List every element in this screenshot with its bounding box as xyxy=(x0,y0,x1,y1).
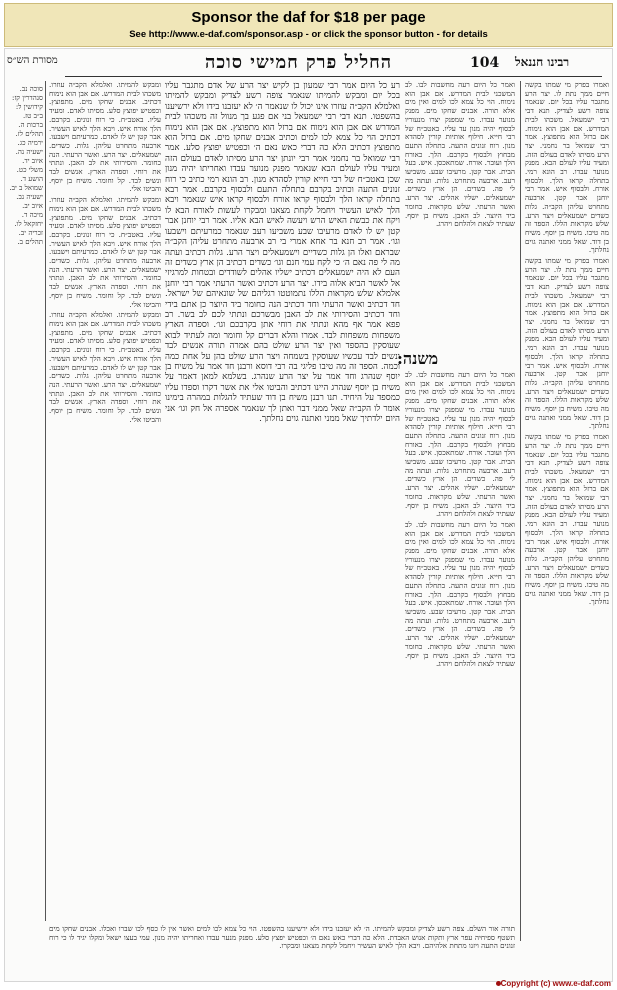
bottom-notes-text: תורה אור השלם. צפה רשע לצדיק ומבקש להמיתו. ה׳ לא יעזבנו בידו ולא ירשיענו בהשפטו. הוי כל צמא לכו למים ואשר אין לו כסף לכו שברו ואכלו. אבנים שחקו מים תשטף ספיחיה עפר ארץ ותקות אנוש האבדת. הלא כה דברי כאש נאם ה׳ וכפטיש יפצץ סלע. מפנק מנער עבדו ואחריתו יהיה מנון. עמי בעצו ישאל ומקלו יגיד לו כי רוח זנונים התעה ויזנו מתחת אלהיהם. ויבא הלך לאיש העשיר ויחמל לקחת מצאנו ומבקרו. xyxy=(49,925,515,951)
rashi-text-lower: ואמר כל היום רעה מחשבות לבו. לב המשכני לבית המדרש. אם אבן הוא נימוח. הוי כל צמא לכו למים ואין מים אלא תורה. אבנים שחקו מים. מפנק מנוער עבדו. מי שמפנק יצרו מנעוריו לבסוף יהיה מנון עד עליו. באטב״ח של רבי חייא. חילוף אותיות קורין לסהדא מנון. רוח זנונים התעה. בתחלה התעם מבחוץ ולבסוף בקרבם. הלך. כאורח הלך ועובר. אורח. שמתאכסן. איש. בעל הבית. אבר קטן. מרעיבו שבע. משביעו רעב. ארבעה מתחרט. גלות. ועתה מה לי פה. כשדים. הן ארץ כשדים. ישמעאלים. ישליו אהלים. יצר הרע. ואשר הרעתי. שלש מקראות. כחומר ביד היוצר. לב האבן. משיח בן יוסף. שעתיד לצאת ולהלחם ויהרג. xyxy=(405,371,515,519)
sponsor-subtitle[interactable]: See http://www.e-daf.com/sponsor.asp - or click the sponsor button - for details xyxy=(129,29,488,40)
rabbenu-chananel-column xyxy=(525,81,609,881)
sponsor-banner[interactable] xyxy=(4,3,613,47)
column-divider xyxy=(520,81,521,941)
header-right-title: מסורת הש״ס xyxy=(7,55,58,66)
rashi-column xyxy=(405,81,515,343)
rabbenu-chananel-text-cont2: ואמרו בפרק מי שמתו בקשה חיים ממך נתת לו. יצר הרע מתגבר עליו בכל יום. שנאמר צופה רשע לצדיק. תנא דבי רבי ישמעאל. משכהו לבית המדרש. אם אבן הוא נימוח. אם ברזל הוא מתפוצץ. אמר רבי שמואל בר נחמני. יצר הרע מסיתו לאדם בעולם הזה. ומעיד עליו לעולם הבא. מפנק מנוער עבדו. רב הונא רמי. בתחלה קראו הלך. ולבסוף אורח. ולבסוף איש. אמר רבי יוחנן אבר קטן. ארבעה מתחרט עליהן הקב״ה. גלות כשדים ישמעאלים ויצר הרע. שלש מקראות הללו. הספד זה מה טיבו. משיח בן יוסף. משיח בן דוד. שאל ממני ואתנה גוים נחלתך. xyxy=(525,432,609,607)
page-number: 104 xyxy=(470,55,500,71)
rashi-text: ואמר כל היום רעה מחשבות לבו. לב המשכני לבית המדרש. אם אבן הוא נימוח. הוי כל צמא לכו למים ואין מים אלא תורה. אבנים שחקו מים. מפנק מנוער עבדו. מי שמפנק יצרו מנעוריו לבסוף יהיה מנון עד עליו. באטב״ח של רבי חייא. חילוף אותיות קורין לסהדא מנון. רוח זנונים התעה. בתחלה התעם מבחוץ ולבסוף בקרבם. הלך. כאורח הלך ועובר. אורח. שמתאכסן. איש. בעל הבית. אבר קטן. מרעיבו שבע. משביעו רעב. ארבעה מתחרט. גלות. ועתה מה לי פה. כשדים. הן ארץ כשדים. ישמעאלים. ישליו אהלים. יצר הרע. ואשר הרעתי. שלש מקראות. כחומר ביד היוצר. לב האבן. משיח בן יוסף. שעתיד לצאת ולהלחם ויהרג. xyxy=(405,81,515,229)
header-center-title: החליל פרק חמישי סוכה xyxy=(205,52,393,73)
header-rule xyxy=(65,76,602,77)
gemara-main-text xyxy=(165,81,400,921)
gemara-text: רע כל היום אמר רבי שמעון בן לקיש יצר הרע של אדם מתגבר עליו בכל יום ומבקש להמיתו שנאמר צופה רשע לצדיק ומבקש להמיתו ואלמלא הקב״ה עוזרו אינו יכול לו שנאמר ה׳ לא יעזבנו בידו ולא ירשיענו בהשפטו. תנא דבי רבי ישמעאל בני אם פגע בך מנוול זה משכהו לבית המדרש אם אבן הוא נימוח אם ברזל הוא מתפוצץ. אם אבן הוא נימוח דכתיב הוי כל צמא לכו למים וכתיב אבנים שחקו מים. אם ברזל הוא מתפוצץ דכתיב הלא כה דברי כאש נאם ה׳ וכפטיש יפוצץ סלע. אמר רבי שמואל בר נחמני אמר רבי יונתן יצר הרע מסיתו לאדם בעולם הזה ומעיד עליו לעולם הבא שנאמר מפנק מנוער עבדו ואחריתו יהיה מנון שכן באטב״ח של רבי חייא קורין לסהדא מנון. רב הונא רמי כתיב כי רוח זנונים התעה וכתיב בקרבם בתחלה התעם ולבסוף בקרבם. אמר רבא בתחלה קראו הלך ולבסוף קראו אורח ולבסוף קראו איש שנאמר ויבא הלך לאיש העשיר ויחמל לקחת מצאנו ומבקרו לעשות לאורח הבא לו ויקח את כבשת האיש הרש ויעשה לאיש הבא אליו. אמר רבי יוחנן אבר קטן יש לו לאדם מרעיבו שבע משביעו רעב שנאמר כמרעיתם וישבעו וגו׳. אמר רב חנא בר אחא אמרי בי רב ארבעה מתחרט עליהן הקב״ה שבראם ואלו הן גלות כשדיים וישמעאלים ויצר הרע. גלות דכתיב ועתה מה לי פה נאם ה׳ כי לקח עמי חנם וגו׳ כשדים דכתיב הן ארץ כשדים זה העם לא היה ישמעאלים דכתיב ישליו אהלים לשודדים ובטחות למרגיזי אל לאשר הביא אלוה בידו. יצר הרע דכתיב ואשר הרעתי אמר רבי יוחנן אלמלא שלש מקראות הללו נתמוטטו רגליהם של שונאיהם של ישראל. חד דכתיב ואשר הרעתי וחד דכתיב הנה כחומר ביד היוצר כן אתם בידי וחד דכתיב והסירותי את לב האבן מבשרכם ונתתי לכם לב בשר. רב פפא אמר אף מהא ונתתי את רוחי אתן בקרבכם וגו׳. וספדה הארץ משפחות משפחות לבד. אמרו והלא דברים קל וחומר ומה לעתיד לבוא שעוסקין בהספד ואין יצר הרע שולט בהם אמרה תורה אנשים לבד ונשים לבד עכשיו שעוסקין בשמחה ויצר הרע שולט בהן על אחת כמה וכמה. הספד זה מה טיבו פליגי בה רבי דוסא ורבנן חד אמר על משיח בן יוסף שנהרג וחד אמר על יצר הרע שנהרג. בשלמא למאן דאמר על משיח בן יוסף שנהרג היינו דכתיב והביטו אלי את אשר דקרו וספדו עליו כמספד על היחיד. תנו רבנן משיח בן דוד שעתיד להגלות במהרה בימינו אומר לו הקב״ה שאל ממני דבר ואתן לך שנאמר אספרה אל חק וגו׳ אני היום ילדתיך שאל ממני ואתנה גוים נחלתך. xyxy=(165,81,400,424)
header-left-title: רבינו חננאל xyxy=(515,55,570,69)
rashi-text-lower-cont: ואמר כל היום רעה מחשבות לבו. לב המשכני לבית המדרש. אם אבן הוא נימוח. הוי כל צמא לכו למים ואין מים אלא תורה. אבנים שחקו מים. מפנק מנוער עבדו. מי שמפנק יצרו מנעוריו לבסוף יהיה מנון עד עליו. באטב״ח של רבי חייא. חילוף אותיות קורין לסהדא מנון. רוח זנונים התעה. בתחלה התעם מבחוץ ולבסוף בקרבם. הלך. כאורח הלך ועובר. אורח. שמתאכסן. איש. בעל הבית. אבר קטן. מרעיבו שבע. משביעו רעב. ארבעה מתחרט. גלות. ועתה מה לי פה. כשדים. הן ארץ כשדים. ישמעאלים. ישליו אהלים. יצר הרע. ואשר הרעתי. שלש מקראות. כחומר ביד היוצר. לב האבן. משיח בן יוסף. שעתיד לצאת ולהלחם ויהרג. xyxy=(405,519,515,669)
sponsor-title[interactable]: Sponsor the daf for $18 per page xyxy=(191,9,426,26)
rabbenu-chananel-text-cont: ואמרו בפרק מי שמתו בקשה חיים ממך נתת לו. יצר הרע מתגבר עליו בכל יום. שנאמר צופה רשע לצדיק. תנא דבי רבי ישמעאל. משכהו לבית המדרש. אם אבן הוא נימוח. אם ברזל הוא מתפוצץ. אמר רבי שמואל בר נחמני. יצר הרע מסיתו לאדם בעולם הזה. ומעיד עליו לעולם הבא. מפנק מנוער עבדו. רב הונא רמי. בתחלה קראו הלך. ולבסוף אורח. ולבסוף איש. אמר רבי יוחנן אבר קטן. ארבעה מתחרט עליהן הקב״ה. גלות כשדים ישמעאלים ויצר הרע. שלש מקראות הללו. הספד זה מה טיבו. משיח בן יוסף. משיח בן דוד. שאל ממני ואתנה גוים נחלתך. xyxy=(525,256,609,431)
talmud-page xyxy=(4,48,613,982)
margin-references xyxy=(7,85,43,915)
bottom-notes xyxy=(49,925,515,977)
mishna-label: משנה: xyxy=(393,349,442,369)
copyright-footer[interactable] xyxy=(493,979,611,988)
copyright-text[interactable]: Copyright (c) www.e-daf.com xyxy=(500,979,611,988)
column-divider-left xyxy=(45,81,46,921)
margin-references-text: סוכה נב. סנהדרין קז: קידושין ל: ב״ב טז. ברכות ה. תהלים לז. ירמיה כג. ישעיה נה. איוב יד. משלי כט. הושע ד. שמואל ב יב. ישעיה נב. איוב יב. מיכה ד. יחזקאל לו. זכריה יב. תהלים ב. xyxy=(9,85,43,246)
tosafot-text-cont2: ומבקש להמיתו. ואלמלא הקב״ה עוזרו. משכהו לבית המדרש. אם אבן הוא נימוח דכתיב. אבנים שחקו מים. מתפוצץ. וכפטיש יפוצץ סלע. מסיתו לאדם. ומעיד עליו. באטב״ח. כי רוח זנונים. בקרבם. הלך אורח איש. ויבא הלך לאיש העשיר. אבר קטן יש לו לאדם. כמרעיתם וישבעו. ארבעה מתחרט עליהן. גלות. כשדים. ישמעאלים. יצר הרע. ואשר הרעתי. הנה כחומר. והסירותי את לב האבן. ונתתי את רוחי. וספדה הארץ. אנשים לבד ונשים לבד. קל וחומר. משיח בן יוסף. והביטו אלי. xyxy=(49,310,161,424)
tosafot-text-cont: ומבקש להמיתו. ואלמלא הקב״ה עוזרו. משכהו לבית המדרש. אם אבן הוא נימוח דכתיב. אבנים שחקו מים. מתפוצץ. וכפטיש יפוצץ סלע. מסיתו לאדם. ומעיד עליו. באטב״ח. כי רוח זנונים. בקרבם. הלך אורח איש. ויבא הלך לאיש העשיר. אבר קטן יש לו לאדם. כמרעיתם וישבעו. ארבעה מתחרט עליהן. גלות. כשדים. ישמעאלים. יצר הרע. ואשר הרעתי. הנה כחומר. והסירותי את לב האבן. ונתתי את רוחי. וספדה הארץ. אנשים לבד ונשים לבד. קל וחומר. משיח בן יוסף. והביטו אלי. xyxy=(49,195,161,309)
tosafot-column xyxy=(49,81,161,921)
rabbenu-chananel-text: ואמרו בפרק מי שמתו בקשה חיים ממך נתת לו. יצר הרע מתגבר עליו בכל יום. שנאמר צופה רשע לצדיק. תנא דבי רבי ישמעאל. משכהו לבית המדרש. אם אבן הוא נימוח. אם ברזל הוא מתפוצץ. אמר רבי שמואל בר נחמני. יצר הרע מסיתו לאדם בעולם הזה. ומעיד עליו לעולם הבא. מפנק מנוער עבדו. רב הונא רמי. בתחלה קראו הלך. ולבסוף אורח. ולבסוף איש. אמר רבי יוחנן אבר קטן. ארבעה מתחרט עליהן הקב״ה. גלות כשדים ישמעאלים ויצר הרע. שלש מקראות הללו. הספד זה מה טיבו. משיח בן יוסף. משיח בן דוד. שאל ממני ואתנה גוים נחלתך. xyxy=(525,81,609,255)
rashi-column-lower xyxy=(405,371,515,921)
tosafot-text: ומבקש להמיתו. ואלמלא הקב״ה עוזרו. משכהו לבית המדרש. אם אבן הוא נימוח דכתיב. אבנים שחקו מים. מתפוצץ. וכפטיש יפוצץ סלע. מסיתו לאדם. ומעיד עליו. באטב״ח. כי רוח זנונים. בקרבם. הלך אורח איש. ויבא הלך לאיש העשיר. אבר קטן יש לו לאדם. כמרעיתם וישבעו. ארבעה מתחרט עליהן. גלות. כשדים. ישמעאלים. יצר הרע. ואשר הרעתי. הנה כחומר. והסירותי את לב האבן. ונתתי את רוחי. וספדה הארץ. אנשים לבד ונשים לבד. קל וחומר. משיח בן יוסף. והביטו אלי. xyxy=(49,81,161,194)
